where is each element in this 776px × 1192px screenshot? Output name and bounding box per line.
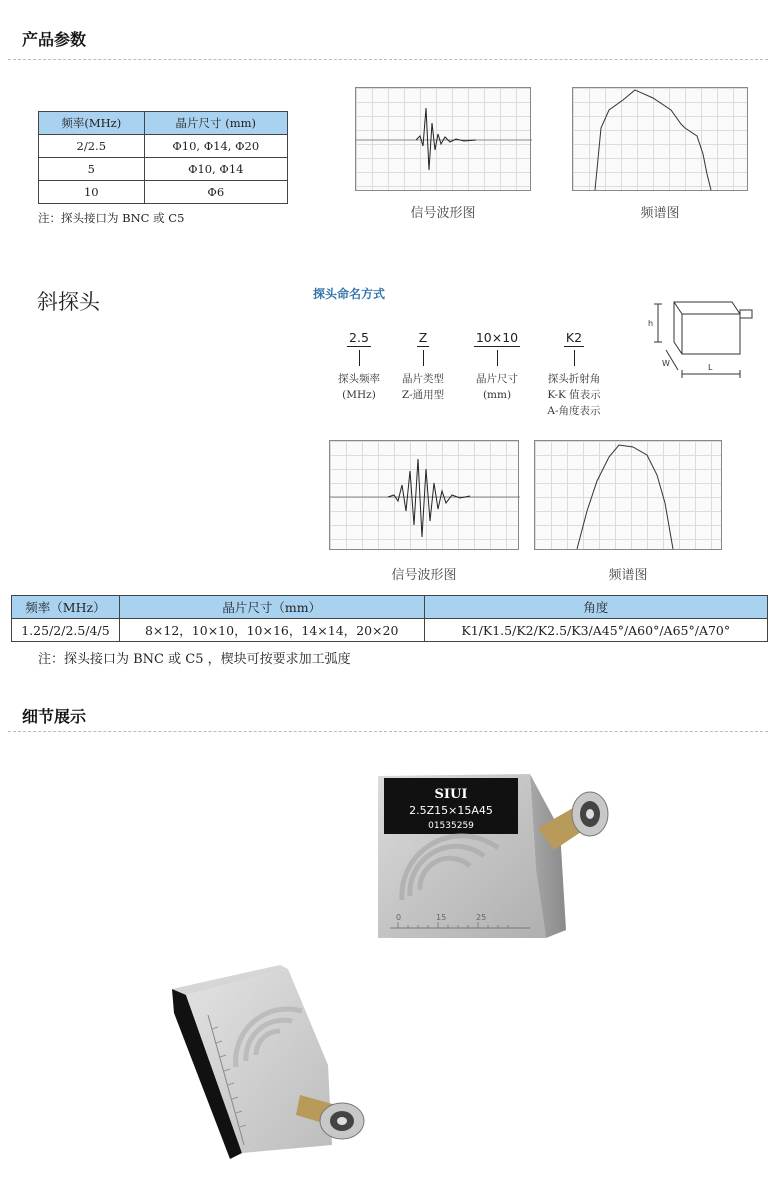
frequency-spectrum-chart-angle (534, 440, 722, 550)
naming-desc: Z-通用型 (401, 389, 445, 401)
naming-code: 2.5 (349, 330, 369, 345)
table-header: 角度 (424, 596, 767, 619)
naming-desc: K-K 值表示 (547, 389, 601, 401)
spec-table-angle (11, 595, 768, 642)
naming-code: 10×10 (475, 330, 519, 345)
naming-item-crystal-type (390, 327, 456, 403)
table-cell: 10 (39, 181, 145, 204)
naming-desc: 晶片类型 (402, 373, 444, 385)
dim-label-w: W (662, 359, 670, 368)
probe-photo-side (160, 955, 420, 1165)
scale-label: 0 (396, 913, 402, 922)
connector-line (574, 350, 575, 366)
serial-label: 01535259 (428, 821, 474, 831)
spectrum-caption: 频谱图 (640, 206, 680, 221)
connector-line (497, 350, 498, 366)
table-note: 注：探头接口为 BNC 或 C5 (38, 211, 185, 225)
naming-desc: 探头频率 (338, 373, 380, 385)
naming-desc: A-角度表示 (547, 405, 601, 417)
waveform-caption: 信号波形图 (391, 568, 457, 583)
connector-line (359, 350, 360, 366)
table-cell: Φ10, Φ14, Φ20 (144, 135, 287, 158)
table-cell: Φ10, Φ14 (144, 158, 287, 181)
table-cell: 2/2.5 (39, 135, 145, 158)
naming-desc: (mm) (482, 389, 512, 401)
section-divider (8, 59, 768, 60)
frequency-spectrum-chart (572, 87, 748, 191)
table-note: 注：探头接口为 BNC 或 C5 ，楔块可按要求加工弧度 (38, 652, 351, 667)
table-row (12, 619, 768, 642)
angle-probe-title: 斜探头 (37, 290, 100, 314)
naming-item-crystal-size (464, 327, 530, 403)
signal-waveform-chart (355, 87, 531, 191)
table-header: 频率(MHz) (39, 112, 145, 135)
table-cell: 8×12，10×10，10×16，14×14，20×20 (119, 619, 424, 642)
dim-label-h: h (648, 319, 654, 328)
section-divider (8, 731, 768, 732)
table-cell: 1.25/2/2.5/4/5 (12, 619, 120, 642)
table-row (39, 135, 288, 158)
naming-item-frequency (326, 327, 392, 403)
model-label: 2.5Z15×15A45 (409, 804, 493, 817)
signal-waveform-chart-angle (329, 440, 519, 550)
table-header: 晶片尺寸（mm） (119, 596, 424, 619)
spec-table-straight (38, 111, 288, 204)
naming-desc: (MHz) (342, 389, 376, 401)
brand-label: SIUI (434, 787, 468, 802)
connector-line (423, 350, 424, 366)
table-cell: Φ6 (144, 181, 287, 204)
table-row (39, 181, 288, 204)
probe-dimension-diagram (636, 294, 760, 384)
naming-code: Z (418, 330, 428, 345)
scale-label: 15 (436, 913, 447, 922)
naming-desc: 探头折射角 (547, 373, 601, 385)
table-cell: 5 (39, 158, 145, 181)
waveform-caption: 信号波形图 (410, 206, 476, 221)
naming-code: K2 (565, 330, 583, 345)
dim-label-l: L (708, 363, 713, 372)
table-header: 晶片尺寸 (mm) (144, 112, 287, 135)
scale-label: 25 (476, 913, 487, 922)
table-row (39, 158, 288, 181)
spectrum-caption: 频谱图 (608, 568, 648, 583)
table-header: 频率（MHz） (12, 596, 120, 619)
table-cell: K1/K1.5/K2/K2.5/K3/A45°/A60°/A65°/A70° (424, 619, 767, 642)
naming-item-refraction-angle (536, 327, 612, 419)
probe-photo-front (350, 770, 620, 950)
section-title-details: 细节展示 (22, 707, 87, 726)
naming-desc: 晶片尺寸 (476, 373, 518, 385)
section-title-params: 产品参数 (22, 30, 87, 49)
naming-scheme-title: 探头命名方式 (313, 287, 386, 301)
